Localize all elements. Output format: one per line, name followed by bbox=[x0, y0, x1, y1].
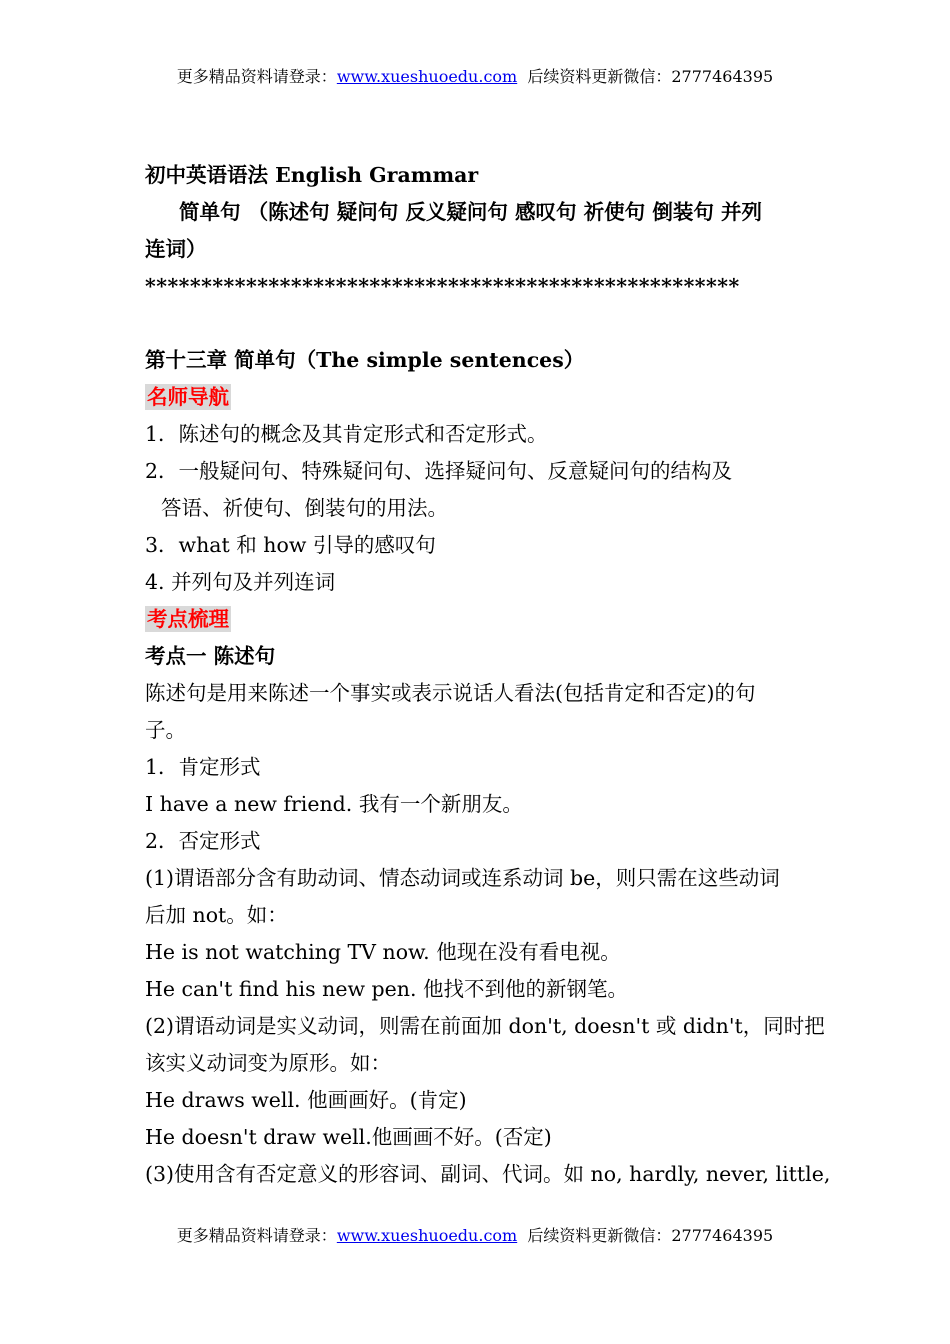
nav-item: 1．陈述句的概念及其肯定形式和否定形式。 bbox=[145, 422, 548, 446]
body-line: (2)谓语动词是实义动词，则需在前面加 don't, doesn't 或 didn't，同时把 bbox=[145, 1014, 825, 1038]
header-suffix: 后续资料更新微信：2777464395 bbox=[517, 67, 774, 86]
points-section-label: 考点梳理 bbox=[147, 607, 229, 631]
doc-title: 初中英语语法 English Grammar bbox=[145, 163, 479, 187]
chapter-heading: 第十三章 简单句（The simple sentences） bbox=[145, 348, 585, 372]
body-line: 子。 bbox=[145, 718, 186, 742]
footer-suffix: 后续资料更新微信：2777464395 bbox=[517, 1226, 774, 1245]
page-header bbox=[0, 67, 950, 87]
doc-subtitle-line1: 简单句 （陈述句 疑问句 反义疑问句 感叹句 祈使句 倒装句 并列 bbox=[179, 200, 762, 224]
body-line: He is not watching TV now. 他现在没有看电视。 bbox=[145, 940, 621, 964]
page-footer bbox=[0, 1226, 950, 1246]
header-prefix: 更多精品资料请登录： bbox=[176, 67, 337, 86]
body-line: 1．肯定形式 bbox=[145, 755, 261, 779]
body-line: (1)谓语部分含有助动词、情态动词或连系动词 be，则只需在这些动词 bbox=[145, 866, 780, 890]
nav-item: 4. 并列句及并列连词 bbox=[145, 570, 336, 594]
body-line: He doesn't draw well.他画画不好。(否定) bbox=[145, 1125, 552, 1149]
footer-prefix: 更多精品资料请登录： bbox=[176, 1226, 337, 1245]
doc-subtitle-line2: 连词） bbox=[145, 237, 207, 261]
nav-item: 答语、祈使句、倒装句的用法。 bbox=[161, 496, 448, 520]
star-divider: ***************************************************** bbox=[145, 274, 740, 298]
header-link[interactable]: www.xueshuoedu.com bbox=[336, 67, 518, 86]
body-line: He draws well. 他画画好。(肯定) bbox=[145, 1088, 467, 1112]
body-line: 该实义动词变为原形。如： bbox=[145, 1051, 391, 1075]
body-line: (3)使用含有否定意义的形容词、副词、代词。如 no, hardly, never, little, bbox=[145, 1162, 831, 1186]
nav-section-label: 名师导航 bbox=[147, 385, 229, 409]
body-line: 2．否定形式 bbox=[145, 829, 261, 853]
document-body bbox=[145, 157, 831, 1193]
body-line: 后加 not。如： bbox=[145, 903, 288, 927]
body-line: 陈述句是用来陈述一个事实或表示说话人看法(包括肯定和否定)的句 bbox=[145, 681, 756, 705]
point1-heading: 考点一 陈述句 bbox=[145, 644, 276, 668]
body-line: He can't find his new pen. 他找不到他的新钢笔。 bbox=[145, 977, 629, 1001]
nav-item: 3．what 和 how 引导的感叹句 bbox=[145, 533, 436, 557]
footer-link[interactable]: www.xueshuoedu.com bbox=[336, 1226, 518, 1245]
body-line: I have a new friend. 我有一个新朋友。 bbox=[145, 792, 523, 816]
nav-item: 2．一般疑问句、特殊疑问句、选择疑问句、反意疑问句的结构及 bbox=[145, 459, 733, 483]
